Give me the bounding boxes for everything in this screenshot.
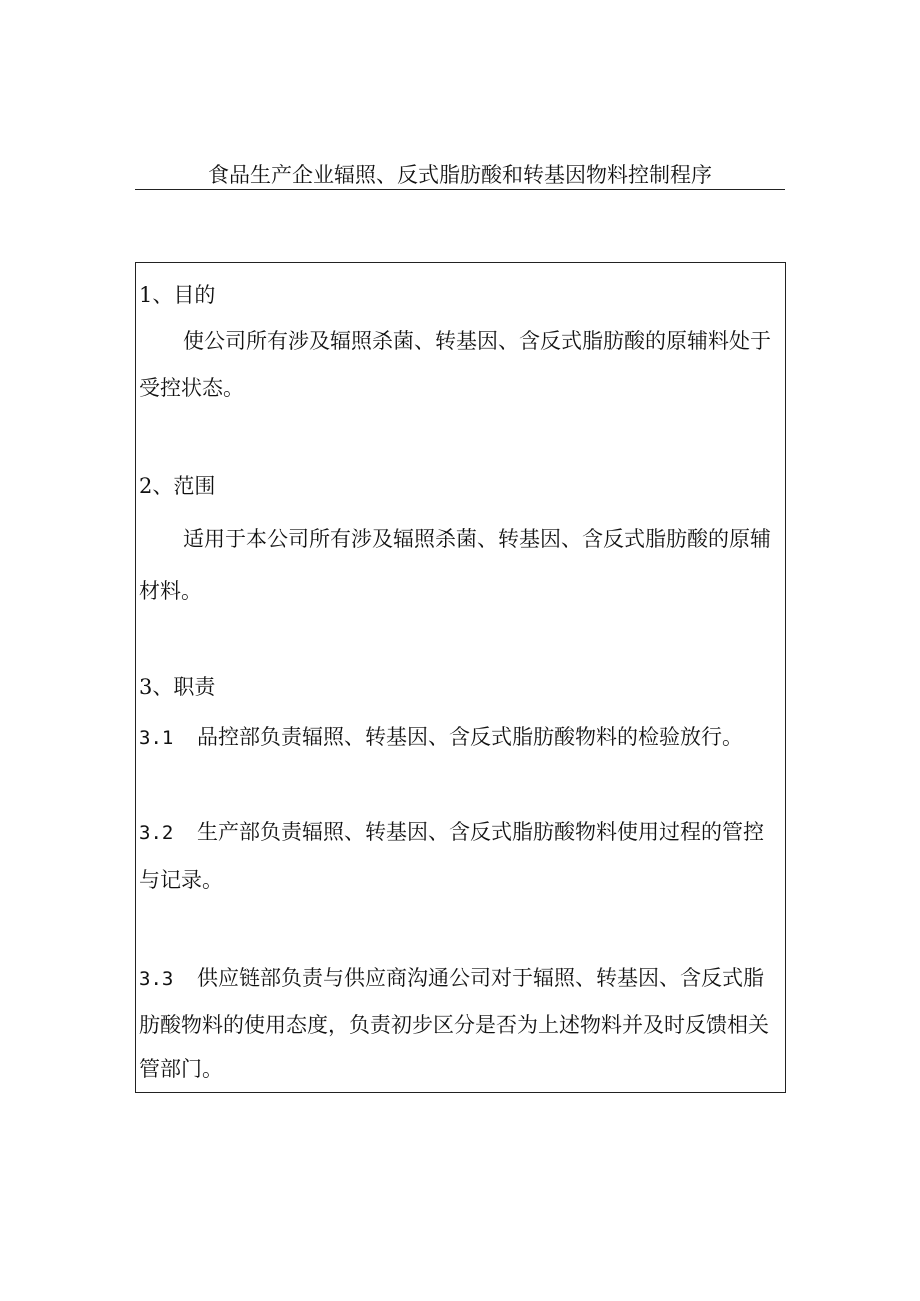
duty-item-text-line1: 品控部负责辐照、转基因、含反式脂肪酸物料的检验放行。	[197, 725, 743, 749]
section-duties-heading: 3、职责	[139, 675, 216, 699]
duty-item-text-line1: 生产部负责辐照、转基因、含反式脂肪酸物料使用过程的管控	[197, 820, 764, 844]
section-scope-heading: 2、范围	[139, 474, 216, 498]
section-purpose-text-line2: 受控状态。	[139, 376, 244, 400]
section-purpose-text-line1: 使公司所有涉及辐照杀菌、转基因、含反式脂肪酸的原辅料处于	[183, 329, 771, 353]
duty-item-3-2-text-line2: 与记录。	[139, 868, 223, 892]
duty-item-number: 3.1	[139, 727, 174, 749]
duty-item-number: 3.3	[139, 968, 174, 990]
duty-item-3-1	[139, 722, 743, 753]
section-scope-text-line1: 适用于本公司所有涉及辐照杀菌、转基因、含反式脂肪酸的原辅	[183, 527, 771, 551]
duty-item-text-line1: 供应链部负责与供应商沟通公司对于辐照、转基因、含反式脂	[197, 966, 764, 990]
duty-item-number: 3.2	[139, 822, 174, 844]
procedure-content-box	[135, 262, 786, 1093]
duty-item-3-3-text-line2: 肪酸物料的使用态度，负责初步区分是否为上述物料并及时反馈相关	[139, 1013, 769, 1037]
section-scope-text-line2: 材料。	[139, 579, 202, 603]
page-title: 食品生产企业辐照、反式脂肪酸和转基因物料控制程序	[135, 160, 785, 190]
duty-item-3-2	[139, 817, 764, 848]
duty-item-3-3	[139, 963, 764, 994]
section-purpose-heading: 1、目的	[139, 283, 216, 307]
duty-item-3-3-text-line3: 管部门。	[139, 1057, 223, 1081]
